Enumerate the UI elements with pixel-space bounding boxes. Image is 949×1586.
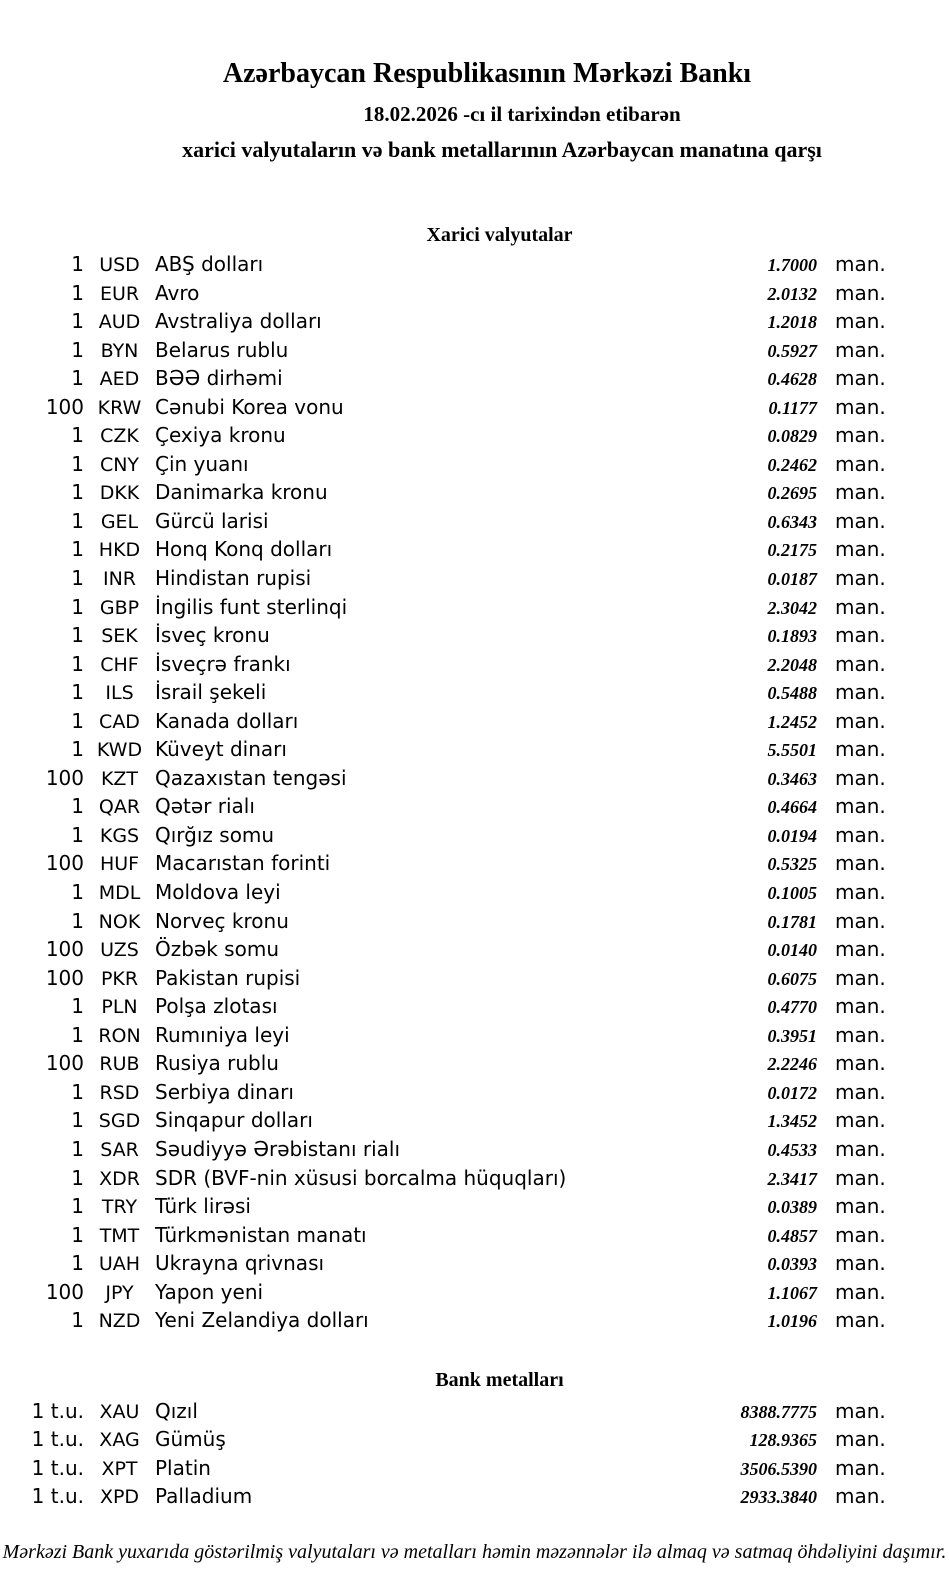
currency-code: RON	[98, 1024, 141, 1047]
metal-quantity: 1 t.u.	[31, 1427, 84, 1452]
currency-rate: 0.2462	[767, 454, 817, 475]
currency-quantity: 1	[71, 822, 84, 847]
currency-unit-label: man.	[835, 965, 886, 990]
metal-row	[0, 1484, 886, 1513]
currency-rate: 1.2452	[767, 711, 817, 732]
currency-code: RSD	[99, 1081, 140, 1104]
currency-rate: 0.4533	[767, 1139, 817, 1160]
currency-code: CZK	[100, 425, 139, 448]
currency-row	[0, 708, 886, 738]
currency-name: Serbiya dinarı	[155, 1079, 294, 1104]
currency-rate: 2.0132	[767, 283, 817, 304]
currency-code: CAD	[99, 710, 140, 733]
currency-code: RUB	[99, 1053, 140, 1076]
currency-unit-label: man.	[835, 1251, 886, 1276]
currency-name: İngilis funt sterlinqi	[155, 594, 348, 619]
currency-rate: 0.5488	[767, 683, 817, 704]
currency-quantity: 1	[71, 1251, 84, 1276]
currency-quantity: 1	[71, 1194, 84, 1219]
currency-unit-label: man.	[835, 451, 886, 476]
currency-unit-label: man.	[835, 594, 886, 619]
currency-rate: 2.2048	[767, 654, 817, 675]
currency-code: TMT	[99, 1224, 140, 1247]
currency-rate: 0.3463	[767, 768, 817, 789]
currency-row	[0, 680, 886, 709]
currency-unit-label: man.	[835, 252, 886, 276]
metal-code: XPT	[101, 1457, 138, 1480]
currency-rate: 1.2018	[767, 312, 817, 333]
currency-unit-label: man.	[835, 880, 886, 905]
currency-quantity: 100	[45, 965, 84, 990]
currency-name: Polşa zlotası	[155, 994, 278, 1019]
currency-rate: 0.0187	[767, 569, 817, 590]
currency-quantity: 1	[71, 1222, 84, 1247]
currency-unit-label: man.	[835, 1079, 886, 1104]
page-title: Azərbaycan Respublikasının Mərkəzi Bankı	[222, 58, 752, 89]
currency-quantity: 1	[71, 566, 84, 591]
effective-date-line: 18.02.2026 -cı il tarixindən etibarən	[363, 102, 681, 126]
currency-name: Avro	[155, 280, 200, 305]
currency-row	[0, 1194, 886, 1223]
currency-unit-label: man.	[835, 708, 886, 733]
currency-name: İsrail şekeli	[155, 680, 267, 705]
currencies-section-title: Xarici valyutalar	[426, 224, 573, 246]
currency-code: GEL	[100, 510, 139, 533]
currency-name: BƏƏ dirhəmi	[155, 366, 283, 391]
currency-code: KZT	[100, 767, 139, 790]
currency-row	[0, 423, 886, 452]
currency-code: TRY	[101, 1196, 138, 1219]
currency-unit-label: man.	[835, 423, 886, 448]
currency-quantity: 1	[71, 1108, 84, 1133]
currency-row	[0, 1108, 886, 1137]
currency-code: MDL	[98, 882, 141, 905]
currency-rate: 2.2246	[767, 1054, 817, 1075]
currency-row	[0, 1136, 886, 1166]
currency-row	[0, 765, 886, 795]
currency-row	[0, 822, 886, 852]
currency-code: SEK	[101, 625, 138, 648]
currency-quantity: 1	[71, 794, 84, 819]
currency-name: Küveyt dinarı	[155, 737, 287, 762]
currency-rate: 0.2695	[767, 483, 817, 504]
currency-unit-label: man.	[835, 994, 886, 1019]
currency-row	[0, 994, 886, 1023]
currency-quantity: 100	[45, 394, 84, 419]
currency-unit-label: man.	[835, 908, 886, 933]
metal-row	[0, 1398, 886, 1428]
currency-code: INR	[102, 568, 137, 591]
currency-name: Danimarka kronu	[155, 480, 328, 505]
currency-unit-label: man.	[835, 937, 886, 962]
currency-code: SAR	[100, 1138, 139, 1161]
currency-quantity: 1	[71, 594, 84, 619]
currency-name: Səudiyyə Ərəbistanı rialı	[155, 1136, 401, 1161]
currency-row	[0, 394, 886, 424]
currency-quantity: 1	[71, 337, 84, 362]
currency-name: Hindistan rupisi	[155, 566, 312, 591]
currency-rate: 2.3417	[767, 1168, 817, 1189]
currency-quantity: 1	[71, 451, 84, 476]
currency-rate: 0.0389	[767, 1197, 817, 1218]
disclaimer-note: Mərkəzi Bank yuxarıda göstərilmiş valyutaları və metalları həmin məzənnələr ilə almaq və satmaq öhdəliyini daşımır.	[2, 1540, 947, 1563]
currency-code: UAH	[98, 1253, 141, 1276]
currency-name: Kanada dolları	[155, 708, 299, 733]
currency-code: KRW	[97, 396, 142, 419]
currency-name: Sinqapur dolları	[155, 1108, 313, 1133]
currency-rate: 0.4857	[767, 1225, 817, 1246]
currency-rate: 1.7000	[767, 255, 817, 275]
currency-unit-label: man.	[835, 566, 886, 591]
currency-row	[0, 880, 886, 909]
currency-quantity: 100	[45, 765, 84, 790]
metal-quantity: 1 t.u.	[31, 1398, 84, 1423]
currency-rate: 0.4628	[767, 369, 817, 390]
currency-name: Rumıniya leyi	[155, 1022, 290, 1047]
metal-rate: 128.9365	[749, 1430, 817, 1451]
currency-unit-label: man.	[835, 1222, 886, 1247]
currency-rate: 0.1893	[767, 626, 817, 647]
currency-row	[0, 337, 886, 367]
currency-quantity: 1	[71, 737, 84, 762]
currency-quantity: 100	[45, 1279, 84, 1304]
currency-quantity: 100	[45, 937, 84, 962]
currency-code: BYN	[100, 339, 139, 362]
currency-rate: 0.4770	[767, 997, 817, 1018]
currency-rate: 1.3452	[767, 1111, 817, 1132]
currency-rate: 1.0196	[767, 1311, 817, 1332]
currency-name: Cənubi Korea vonu	[155, 394, 344, 419]
currency-code: AUD	[98, 311, 141, 334]
metal-row	[0, 1455, 886, 1485]
currency-unit-label: man.	[835, 1108, 886, 1133]
currency-name: Qətər rialı	[155, 794, 255, 819]
metal-quantity: 1 t.u.	[31, 1455, 84, 1480]
metal-rate: 2933.3840	[740, 1487, 817, 1508]
currency-unit-label: man.	[835, 737, 886, 762]
currency-code: AED	[99, 368, 140, 391]
currency-unit-label: man.	[835, 680, 886, 705]
currency-code: NOK	[98, 910, 141, 933]
currency-code: NZD	[98, 1310, 141, 1333]
currency-quantity: 1	[71, 537, 84, 562]
currency-quantity: 1	[71, 366, 84, 391]
currency-unit-label: man.	[835, 309, 886, 334]
currency-rate: 0.5325	[767, 854, 817, 875]
metal-code: XAG	[99, 1429, 140, 1452]
currency-rate: 0.0194	[767, 825, 817, 846]
currency-code: EUR	[99, 282, 140, 305]
currency-unit-label: man.	[835, 822, 886, 847]
currency-name: Moldova leyi	[155, 880, 281, 905]
currency-name: Yeni Zelandiya dolları	[155, 1308, 369, 1333]
metal-rate: 8388.7775	[740, 1401, 817, 1422]
currency-code: CNY	[99, 453, 140, 476]
currency-name: Rusiya rublu	[155, 1051, 279, 1076]
currency-quantity: 1	[71, 508, 84, 533]
currency-code: GBP	[99, 596, 140, 619]
currency-quantity: 1	[71, 423, 84, 448]
currency-code: KGS	[99, 824, 140, 847]
currency-quantity: 1	[71, 708, 84, 733]
currency-code: HUF	[99, 853, 140, 876]
currency-row	[0, 1051, 886, 1080]
currency-quantity: 1	[71, 1165, 84, 1190]
currency-name: Honq Konq dolları	[155, 537, 333, 562]
currency-quantity: 1	[71, 651, 84, 676]
currency-row	[0, 1251, 886, 1280]
currency-unit-label: man.	[835, 623, 886, 648]
currency-quantity: 1	[71, 480, 84, 505]
metal-unit-label: man.	[835, 1455, 886, 1480]
currency-quantity: 1	[71, 994, 84, 1019]
currency-row	[0, 908, 886, 938]
currency-row	[0, 1165, 886, 1195]
currency-rate: 1.1067	[767, 1282, 817, 1303]
currency-name: Yapon yeni	[155, 1279, 264, 1304]
currency-quantity: 1	[71, 280, 84, 305]
currency-code: QAR	[98, 796, 141, 819]
currency-code: XDR	[99, 1167, 140, 1190]
currency-name: ABŞ dolları	[155, 252, 264, 276]
currency-rate: 0.3951	[767, 1025, 817, 1046]
metal-rate: 3506.5390	[740, 1458, 817, 1479]
currency-row	[0, 1222, 886, 1252]
currency-rate: 0.2175	[767, 540, 817, 561]
metal-name: Gümüş	[155, 1427, 226, 1452]
currency-rate: 0.1177	[768, 397, 817, 418]
currency-rate: 0.6075	[767, 968, 817, 989]
currency-name: Avstraliya dolları	[155, 309, 322, 334]
currency-quantity: 1	[71, 680, 84, 705]
currency-name: İsveçrə frankı	[155, 651, 291, 676]
currency-row	[0, 965, 886, 995]
metals-table	[0, 1399, 949, 1513]
metal-code: XAU	[99, 1400, 140, 1423]
currency-row	[0, 651, 886, 681]
currency-quantity: 1	[71, 623, 84, 648]
currency-unit-label: man.	[835, 508, 886, 533]
currency-rate: 0.0393	[767, 1254, 817, 1275]
currency-row	[0, 1022, 886, 1052]
currency-code: CHF	[100, 653, 139, 676]
currency-unit-label: man.	[835, 1279, 886, 1304]
metal-code: XPD	[99, 1486, 140, 1509]
currency-unit-label: man.	[835, 366, 886, 391]
currency-rate: 0.4664	[767, 797, 817, 818]
currency-code: SGD	[98, 1110, 141, 1133]
currency-row	[0, 252, 886, 281]
currency-name: İsveç kronu	[155, 623, 270, 648]
currency-row	[0, 480, 886, 509]
metal-name: Qızıl	[155, 1398, 198, 1423]
currency-row	[0, 1279, 886, 1309]
currency-rate: 0.0140	[767, 940, 817, 961]
currency-row	[0, 1308, 886, 1337]
metals-section-title: Bank metalları	[435, 1368, 564, 1391]
metal-name: Platin	[155, 1455, 211, 1480]
currency-unit-label: man.	[835, 1194, 886, 1219]
metal-row	[0, 1427, 886, 1456]
currency-code: ILS	[105, 682, 134, 705]
currency-row	[0, 537, 886, 566]
currency-rate: 0.1005	[767, 883, 817, 904]
currency-name: Çexiya kronu	[155, 423, 286, 448]
currency-unit-label: man.	[835, 480, 886, 505]
currency-name: Çin yuanı	[155, 451, 249, 476]
currency-rate: 5.5501	[767, 740, 817, 761]
currency-unit-label: man.	[835, 1022, 886, 1047]
currency-quantity: 1	[71, 309, 84, 334]
metal-unit-label: man.	[835, 1427, 886, 1452]
currency-unit-label: man.	[835, 851, 886, 876]
page-subtitle: xarici valyutaların və bank metallarının Azərbaycan manatına qarşı	[182, 137, 822, 162]
metal-unit-label: man.	[835, 1398, 886, 1423]
currency-row	[0, 309, 886, 338]
currency-name: Qırğız somu	[155, 822, 275, 847]
metal-quantity: 1 t.u.	[31, 1484, 84, 1509]
currency-unit-label: man.	[835, 280, 886, 305]
currency-unit-label: man.	[835, 1051, 886, 1076]
currency-row	[0, 280, 886, 310]
currency-unit-label: man.	[835, 651, 886, 676]
currency-quantity: 1	[71, 1022, 84, 1047]
currency-name: Özbək somu	[155, 937, 279, 962]
currency-row	[0, 508, 886, 538]
currency-name: Qazaxıstan tengəsi	[155, 765, 347, 790]
currency-row	[0, 794, 886, 823]
currency-name: Norveç kronu	[155, 908, 289, 933]
currencies-table	[0, 252, 949, 1337]
currency-rate: 0.5927	[767, 340, 817, 361]
currency-code: DKK	[99, 482, 140, 505]
currency-name: Türkmənistan manatı	[155, 1222, 367, 1247]
currency-row	[0, 937, 886, 966]
currency-row	[0, 1079, 886, 1109]
currency-rate: 0.6343	[767, 511, 817, 532]
currency-rate: 2.3042	[767, 597, 817, 618]
currency-rate: 0.1781	[767, 911, 817, 932]
currency-code: USD	[99, 254, 140, 276]
currency-name: Türk lirəsi	[155, 1194, 251, 1219]
currency-code: PLN	[101, 996, 138, 1019]
currency-row	[0, 451, 886, 481]
metal-unit-label: man.	[835, 1484, 886, 1509]
currency-name: Gürcü larisi	[155, 508, 269, 533]
currency-unit-label: man.	[835, 1165, 886, 1190]
metal-name: Palladium	[155, 1484, 253, 1509]
currency-quantity: 1	[71, 880, 84, 905]
currency-row	[0, 623, 886, 652]
currency-code: UZS	[100, 939, 139, 962]
currency-quantity: 1	[71, 252, 84, 276]
currency-unit-label: man.	[835, 1308, 886, 1333]
currency-row	[0, 737, 886, 766]
currency-unit-label: man.	[835, 337, 886, 362]
currency-unit-label: man.	[835, 794, 886, 819]
currency-name: Belarus rublu	[155, 337, 289, 362]
currency-unit-label: man.	[835, 394, 886, 419]
currency-quantity: 1	[71, 1136, 84, 1161]
currency-code: KWD	[96, 739, 143, 762]
currency-name: Ukrayna qrivnası	[155, 1251, 325, 1276]
currency-code: HKD	[98, 539, 141, 562]
currency-name: Pakistan rupisi	[155, 965, 301, 990]
currency-row	[0, 566, 886, 595]
currency-name: SDR (BVF-nin xüsusi borcalma hüquqları)	[155, 1165, 567, 1190]
currency-code: JPY	[105, 1281, 134, 1304]
currency-code: PKR	[100, 967, 139, 990]
currency-unit-label: man.	[835, 1136, 886, 1161]
currency-unit-label: man.	[835, 765, 886, 790]
currency-quantity: 1	[71, 908, 84, 933]
currency-name: Macarıstan forinti	[155, 851, 331, 876]
currency-row	[0, 851, 886, 880]
currency-row	[0, 366, 886, 395]
currency-quantity: 100	[45, 851, 84, 876]
currency-quantity: 100	[45, 1051, 84, 1076]
currency-rate: 0.0172	[767, 1082, 817, 1103]
currency-unit-label: man.	[835, 537, 886, 562]
currency-row	[0, 594, 886, 624]
currency-rate: 0.0829	[767, 426, 817, 447]
currency-quantity: 1	[71, 1079, 84, 1104]
currency-quantity: 1	[71, 1308, 84, 1333]
